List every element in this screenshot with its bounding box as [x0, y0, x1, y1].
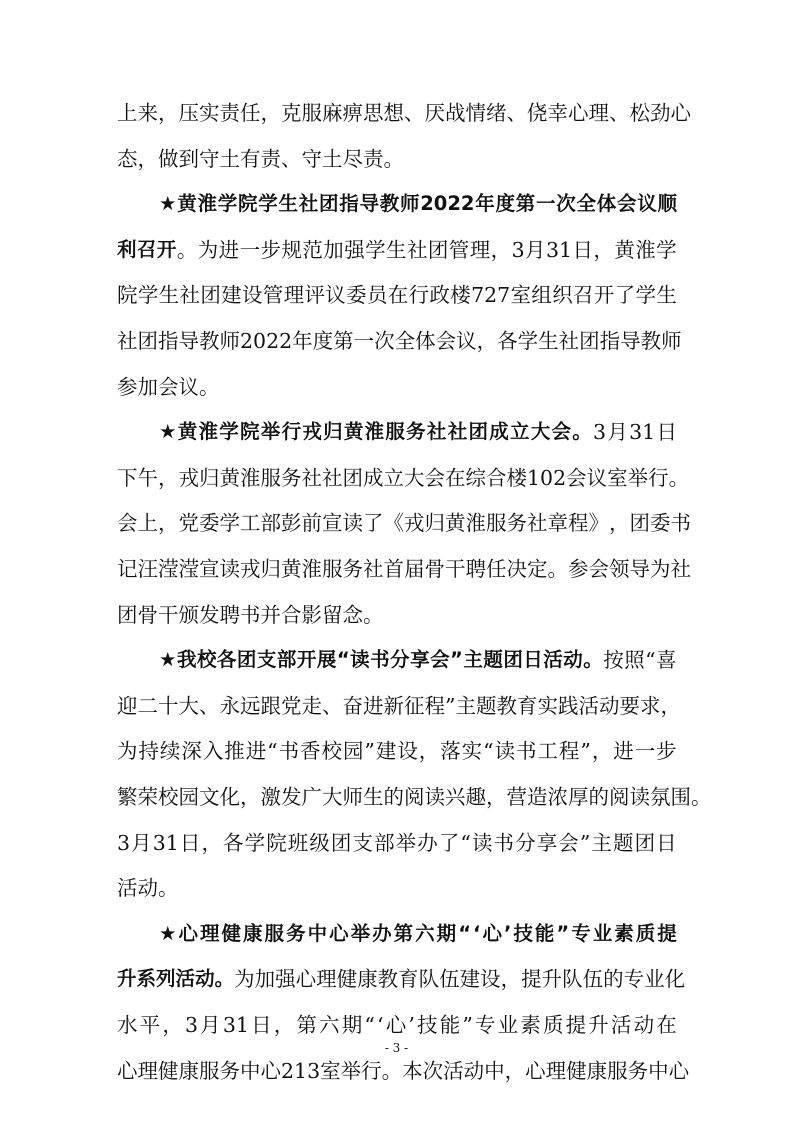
text-line: 下 午 ， 戎 归 黄 淮 服 务 社 社 团 成 立 大 会 在 综 合 楼 102 会 议 室 举 行 。 [117, 465, 690, 490]
text-line: 为 持 续 深 入 推 进 “ 书 香 校 园 ” 建 设 ， 落 实 “ 读 书 工 程 ” ， 进 一 步 [117, 739, 677, 764]
text-line: 心 理 健 康 服 务 中 心 213 室 举 行 。 本 次 活 动 中 ， 心 理 健 康 服 务 中 心 [117, 1058, 690, 1083]
text-line: 繁 荣 校 园 文 化 ， 激 发 广 大 师 生 的 阅 读 兴 趣 ， 营 造 浓 厚 的 阅 读 氛 围 。 [117, 785, 712, 809]
text-line: 团 骨 干 颁 发 聘 书 并 合 影 留 念 。 [117, 602, 384, 627]
page-number: - 3 - [384, 1041, 409, 1055]
text-line: 参 加 会 议 。 [117, 374, 220, 399]
text-line: ★ 我 校 各 团 支 部 开 展 “ 读 书 分 享 会 ” 主 题 团 日 活 动 。 按 照 “ 喜 [159, 648, 677, 673]
text-line: 3 月 31 日 ， 各 学 院 班 级 团 支 部 举 办 了 “ 读 书 分 享 会 ” 主 题 团 日 [117, 830, 677, 855]
text-line: 升 系 列 活 动 。 为 加 强 心 理 健 康 教 育 队 伍 建 设 ， 提 升 队 伍 的 专 业 化 [117, 967, 686, 992]
text-line: 记 汪 滢 滢 宣 读 戎 归 黄 淮 服 务 社 首 届 骨 干 聘 任 决 定 。 参 会 领 导 为 社 [117, 557, 691, 581]
text-line: ★ 黄 淮 学 院 举 行 戎 归 黄 淮 服 务 社 社 团 成 立 大 会 。 3 月 31 日 [159, 420, 677, 445]
text-line: 上 来 ， 压 实 责 任 ， 克 服 麻 痹 思 想 、 厌 战 情 绪 、 侥 幸 心 理 、 松 劲 心 [117, 101, 691, 125]
text-line: 迎 二 十 大 、 永 远 跟 党 走 、 奋 进 新 征 程 ” 主 题 教 育 实 践 活 动 要 求 ， [117, 693, 681, 718]
text-line: 社 团 指 导 教 师 2022 年 度 第 一 次 全 体 会 议 ， 各 学 生 社 团 指 导 教 师 [117, 329, 682, 353]
text-line: 院 学 生 社 团 建 设 管 理 评 议 委 员 在 行 政 楼 727 室 组 织 召 开 了 学 生 [117, 283, 677, 308]
text-line: 水 平 ， 3 月 31 日 ， 第 六 期 “ ‘ 心 ’ 技 能 ” 专 业 素 质 提 升 活 动 在 [117, 1013, 677, 1037]
text-line: 态 ， 做 到 守 土 有 责 、 守 土 尽 责 。 [117, 146, 404, 171]
text-line: ★ 黄 淮 学 院 学 生 社 团 指 导 教 师 2022 年 度 第 一 次 全 体 会 议 顺 [159, 192, 677, 216]
text-line: 利 召 开 。 为 进 一 步 规 范 加 强 学 生 社 团 管 理 ， 3 月 31 日 ， 黄 淮 学 [117, 237, 677, 262]
text-line: 会 上 ， 党 委 学 工 部 彭 前 宣 读 了 《 戎 归 黄 淮 服 务 社 章 程 》 ， 团 委 书 [117, 511, 691, 536]
text-line: ★ 心 理 健 康 服 务 中 心 举 办 第 六 期 “ ‘ 心 ’ 技 能 ” 专 业 素 质 提 [159, 921, 677, 945]
text-line: 活 动 。 [117, 876, 179, 901]
